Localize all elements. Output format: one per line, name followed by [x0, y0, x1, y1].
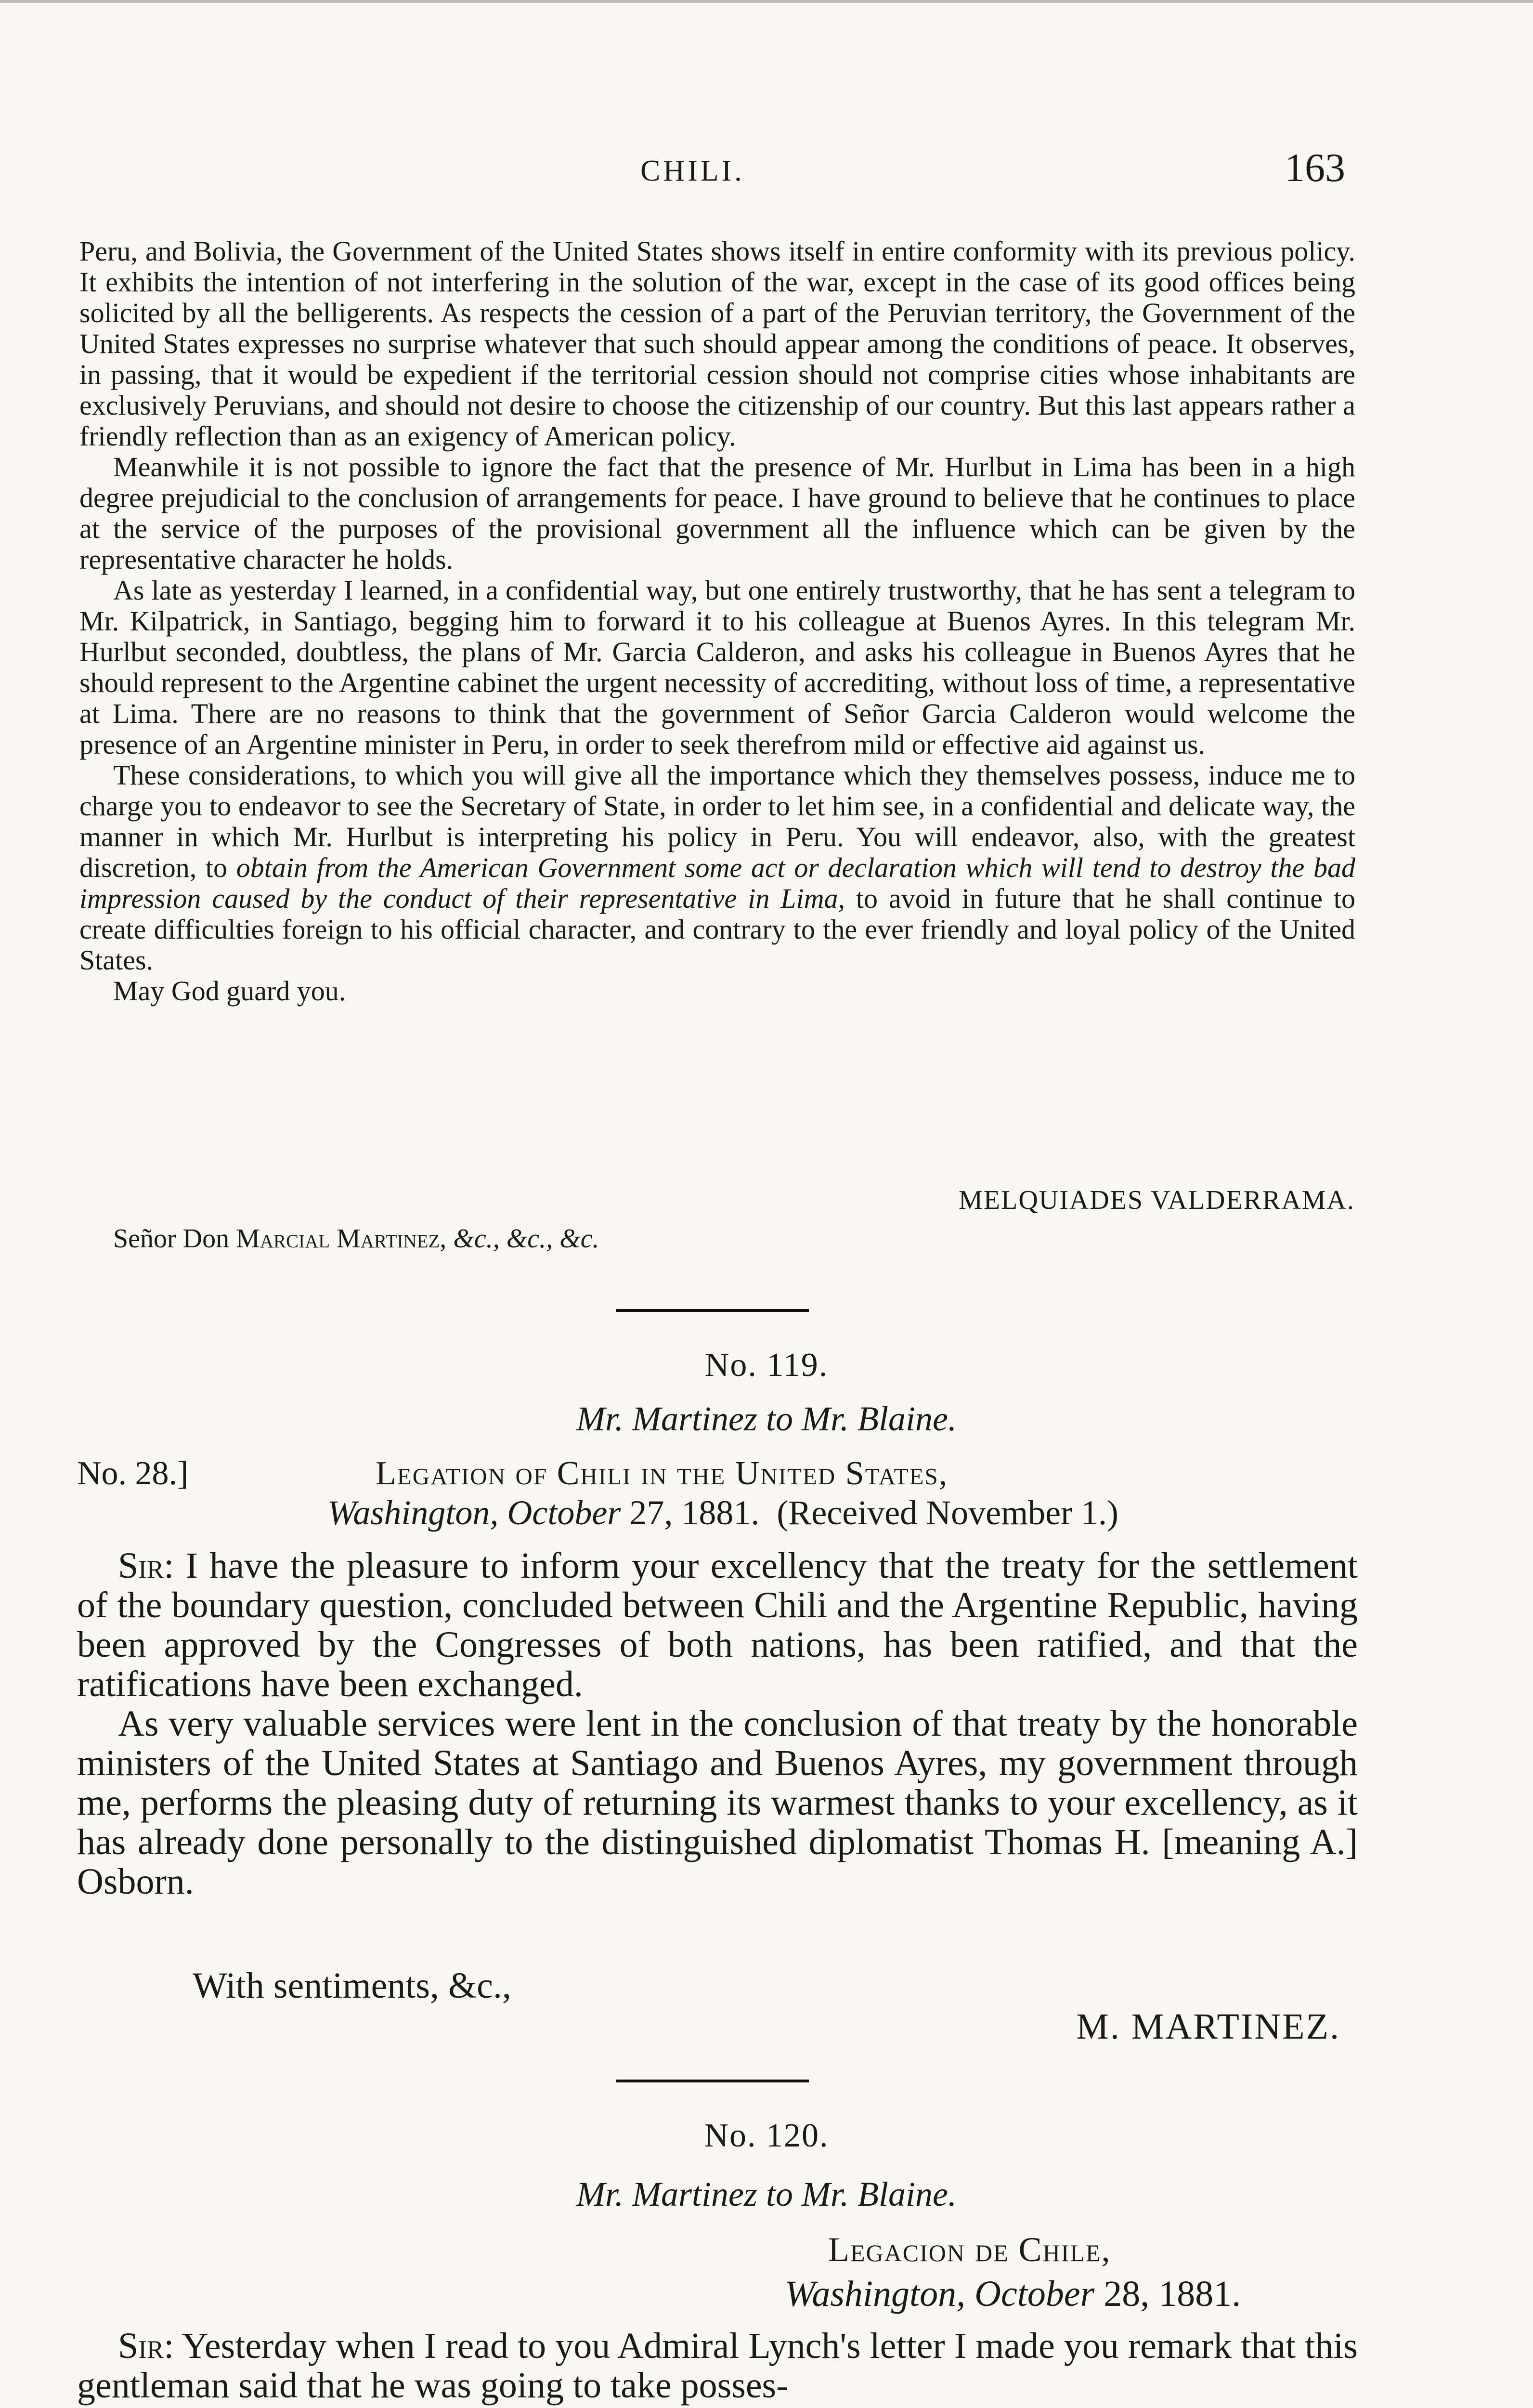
paragraph: Meanwhile it is not possible to ignore the fact that the presence of Mr. Hurlbut in Lima has been in a high degree prejudicial to the conclusion of arrangements for peace. I have ground to believe that he continues to place at the service of the purposes of the provisional government all the influence which can be given by the representative character he holds.	[79, 451, 1355, 575]
addressee-line	[113, 1223, 599, 1254]
salutation: Sir:	[118, 2326, 174, 2366]
signature-valderrama: MELQUIADES VALDERRAMA.	[959, 1185, 1355, 1215]
document-subject: Mr. Martinez to Mr. Blaine.	[576, 2175, 957, 2213]
dateline-place: Washington, October	[785, 2274, 1095, 2314]
section-divider	[616, 1309, 809, 1312]
paragraph-text: I have the pleasure to inform your excellency that the treaty for the settlement of the boundary question, concluded between Chili and the Argentine Republic, having been approved by the Congresses of both nations, has been ratified, and that the ratifications have been exchanged.	[77, 1545, 1358, 1704]
document-subject: Mr. Martinez to Mr. Blaine.	[576, 1400, 957, 1438]
page-top-edge	[0, 0, 1533, 3]
paragraph	[79, 760, 1355, 976]
paragraph	[77, 2326, 1358, 2405]
dateline-place: Washington, October	[327, 1493, 621, 1532]
italic-passage: obtain from the American Government some act or declaration which will tend to destroy the bad impression caused by the conduct of their representative in Lima,	[79, 852, 1355, 914]
signature-martinez: M. MARTINEZ.	[1076, 2006, 1340, 2047]
addressee-prefix: Señor Don	[113, 1224, 236, 1254]
dateline	[785, 2273, 1241, 2315]
letter-120-body	[77, 2326, 1358, 2405]
previous-letter-body	[79, 236, 1355, 1007]
closing-line: With sentiments, &c.,	[193, 1965, 511, 2006]
letter-119-body	[77, 1546, 1358, 1901]
document-number: No. 119.	[704, 1347, 829, 1384]
page-number: 163	[1285, 145, 1345, 190]
paragraph-text: Yesterday when I read to you Admiral Lynch's letter I made you remark that this gentleman said that he was going to take posses-	[77, 2326, 1358, 2406]
dateline-date: 28, 1881.	[1094, 2274, 1241, 2314]
addressee-name: Marcial Martinez,	[236, 1224, 447, 1254]
document-number: No. 120.	[704, 2117, 829, 2154]
closing-line: May God guard you.	[113, 975, 346, 1007]
legation-heading: Legacion de Chile,	[828, 2230, 1111, 2269]
running-head: CHILI.	[640, 155, 745, 187]
received-note: (Received November 1.)	[777, 1493, 1119, 1532]
dateline-date: 27, 1881.	[621, 1493, 760, 1532]
paragraph: As late as yesterday I learned, in a confidential way, but one entirely trustworthy, that he has sent a telegram to Mr. Kilpatrick, in Santiago, begging him to forward it to his colleague at Buenos Ayres. In this telegram Mr. Hurlbut seconded, doubtless, the plans of Mr. Garcia Calderon, and asks his colleague in Buenos Ayres that he should represent to the Argentine cabinet the urgent necessity of accrediting, without loss of time, a representative at Lima. There are no reasons to think that the government of Señor Garcia Calderon would welcome the presence of an Argentine minister in Peru, in order to seek therefrom mild or effective aid against us.	[79, 575, 1355, 760]
paragraph: As very valuable services were lent in the conclusion of that treaty by the honorable ministers of the United States at Santiago and Buenos Ayres, my government through me, performs the pleasing duty of returning its warmest thanks to your excellency, as it has already done personally to the distinguished diplomatist Thomas H. [meaning A.] Osborn.	[77, 1703, 1358, 1902]
section-divider	[616, 2080, 809, 2082]
paragraph-text: These considerations, to which you will give all the importance which they themselves possess, induce me to charge you to endeavor to see the Secretary of State, in order to let him see, in a confidential and delicate way, the manner in which Mr. Hurlbut is interpreting his policy in Peru. You will endeavor, also, with the greatest discretion, to	[79, 759, 1355, 883]
addressee-etc: &c., &c., &c.	[453, 1224, 599, 1254]
paragraph-text: to avoid in future that he shall continue to create difficulties foreign to his official character, and contrary to the ever friendly and loyal policy of the United States.	[79, 883, 1355, 976]
salutation: Sir:	[118, 1545, 174, 1586]
dateline	[327, 1493, 1118, 1533]
paragraph	[77, 1546, 1358, 1704]
legation-heading: Legation of Chili in the United States,	[376, 1455, 948, 1492]
reference-number: No. 28.]	[77, 1455, 189, 1492]
paragraph: Peru, and Bolivia, the Government of the United States shows itself in entire conformity with its previous policy. It exhibits the intention of not interfering in the solution of the war, except in the case of its good offices being solicited by all the belligerents. As respects the cession of a part of the Peruvian territory, the Government of the United States expresses no surprise whatever that such should appear among the conditions of peace. It observes, in passing, that it would be expedient if the territorial cession should not comprise cities whose inhabitants are exclusively Peruvians, and should not desire to choose the citizenship of our country. But this last appears rather a friendly reflection than as an exigency of American policy.	[79, 236, 1355, 452]
